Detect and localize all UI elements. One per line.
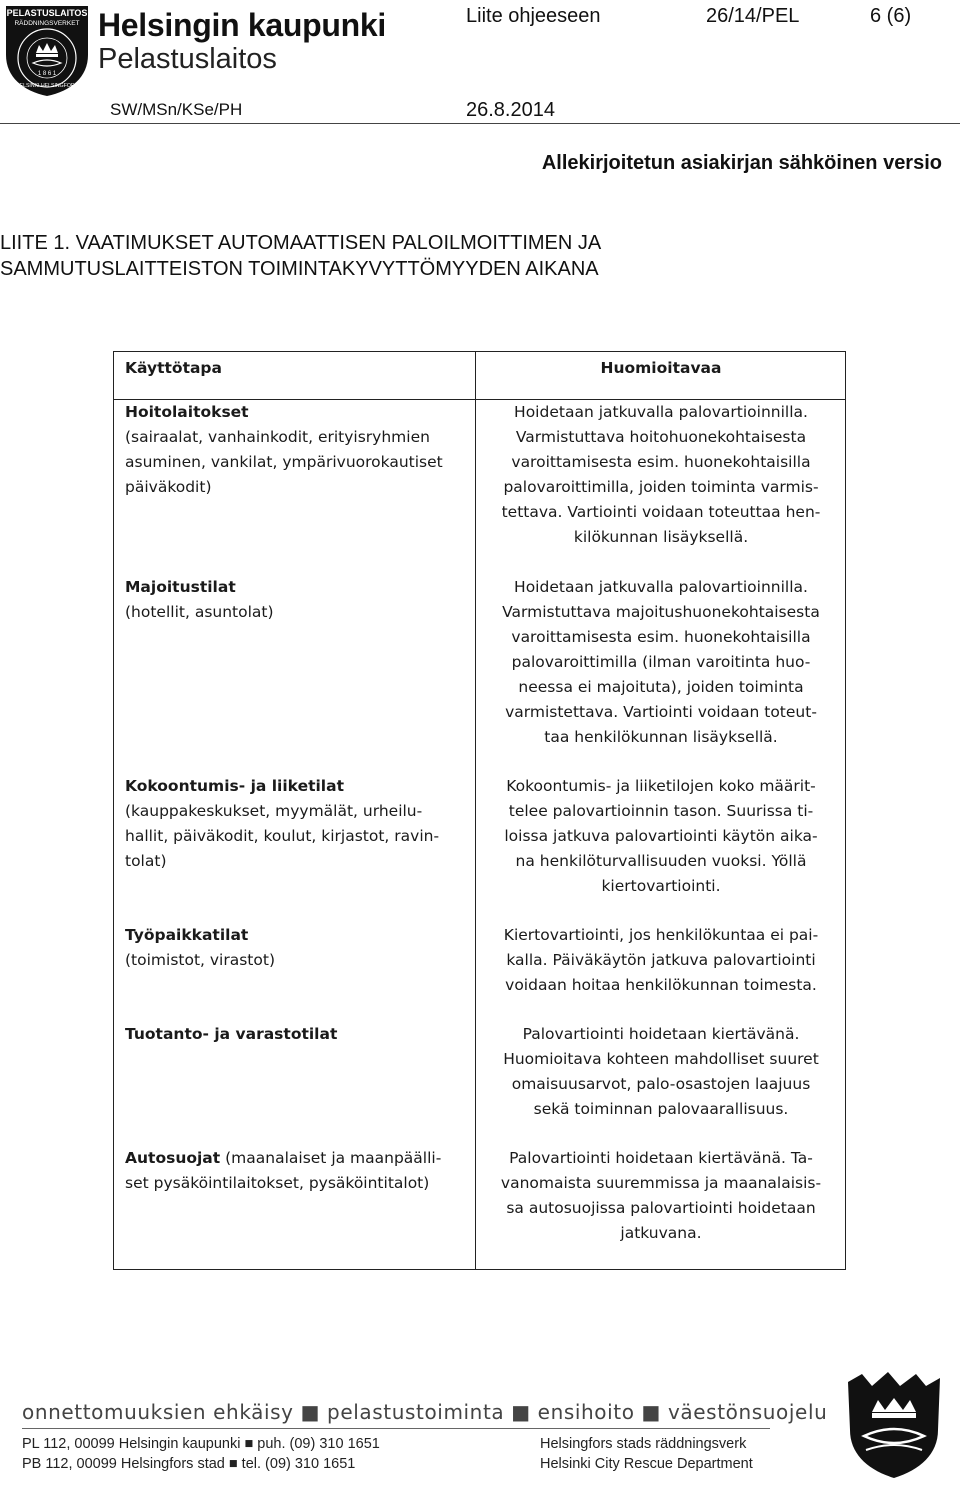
note-line: Kiertovartiointi, jos henkilökuntaa ei pai-: [503, 926, 819, 944]
note-line: palovaroittimilla, joiden toiminta varmis-: [503, 478, 819, 496]
note-line: voidaan hoitaa henkilökunnan toimesta.: [505, 976, 817, 994]
usage-desc-line: tolat): [125, 852, 167, 870]
logo-top-text: PELASTUSLAITOS: [6, 8, 88, 18]
document-date: 26.8.2014: [466, 99, 555, 121]
note-line: varmistettava. Vartiointi voidaan toteut-: [505, 703, 817, 721]
usage-desc-line: päiväkodit): [125, 478, 212, 496]
usage-desc-line: set pysäköintilaitokset, pysäköintitalot): [125, 1174, 430, 1192]
logo-year: 1 8 6 1: [37, 71, 57, 77]
note-line: loissa jatkuva palovartiointi käytön aika-: [504, 827, 818, 845]
note-line: na henkilöturvallisuuden vuoksi. Yöllä: [515, 852, 807, 870]
page-title-line-1: LIITE 1. VAATIMUKSET AUTOMAATTISEN PALOILMOITTIMEN JA: [0, 232, 602, 254]
page-number: 6 (6): [870, 5, 912, 27]
author-code: SW/MSn/KSe/PH: [110, 100, 243, 119]
usage-title: Kokoontumis- ja liiketilat: [125, 777, 344, 795]
column-header-usage: Käyttötapa: [125, 359, 222, 377]
table-row-usage: [125, 575, 470, 625]
signed-version-note: Allekirjoitetun asiakirjan sähköinen versio: [541, 152, 942, 174]
table-row-notes: [482, 575, 840, 750]
footer-address-fi: PL 112, 00099 Helsingin kaupunki ■ puh. (09) 310 1651: [22, 1436, 380, 1452]
note-line: Palovartiointi hoidetaan kiertävänä.: [522, 1025, 800, 1043]
table-row-usage: [125, 400, 470, 500]
note-line: Huomioitava kohteen mahdolliset suuret: [503, 1050, 819, 1068]
note-line: telee palovartioinnin tason. Suurissa ti-: [508, 802, 814, 820]
organization-unit: Pelastuslaitos: [98, 43, 277, 75]
usage-title: Hoitolaitokset: [125, 403, 249, 421]
attachment-label: Liite ohjeeseen: [466, 5, 601, 27]
usage-desc-line: asuminen, vankilat, ympärivuorokautiset: [125, 453, 443, 471]
footer-department-sv: Helsingfors stads räddningsverk: [540, 1436, 747, 1452]
reference-number: 26/14/PEL: [706, 5, 800, 27]
table-row-usage: [125, 774, 470, 874]
table-row-notes: [482, 1022, 840, 1122]
note-line: kilökunnan lisäyksellä.: [573, 528, 749, 546]
note-line: jatkuvana.: [620, 1224, 702, 1242]
usage-desc-line: hallit, päiväkodit, koulut, kirjastot, ravin-: [125, 827, 440, 845]
footer-address-sv: PB 112, 00099 Helsingfors stad ■ tel. (09) 310 1651: [22, 1456, 356, 1472]
note-line: sekä toiminnan palovaarallisuus.: [533, 1100, 789, 1118]
table-row-usage: [125, 1146, 470, 1196]
note-line: Kokoontumis- ja liiketilojen koko määrit-: [506, 777, 816, 795]
note-line: palovaroittimilla (ilman varoitinta huo-: [511, 653, 811, 671]
usage-title: Autosuojat: [125, 1149, 221, 1167]
logo-ring-text: HELSINKI HELSINGFORS: [15, 83, 79, 89]
usage-inline-desc: (maanalaiset ja maanpäälli-: [225, 1149, 442, 1167]
table-column-divider: [475, 351, 476, 1270]
note-line: Varmistuttava hoitohuonekohtaisesta: [515, 428, 807, 446]
organization-name: Helsingin kaupunki: [98, 7, 386, 43]
usage-desc-line: (hotellit, asuntolat): [125, 603, 274, 621]
usage-desc-line: (toimistot, virastot): [125, 951, 275, 969]
table-row-notes: [482, 400, 840, 550]
note-line: sa autosuojissa palovartiointi hoidetaan: [506, 1199, 816, 1217]
note-line: kalla. Päiväkäytön jatkuva palovartiointi: [506, 951, 816, 969]
usage-title: Työpaikkatilat: [125, 926, 249, 944]
page-title: [0, 230, 601, 282]
note-line: taa henkilökunnan lisäyksellä.: [544, 728, 778, 746]
usage-title: Tuotanto- ja varastotilat: [125, 1025, 338, 1043]
helsinki-crown-logo-icon: [838, 1370, 950, 1482]
note-line: varoittamisesta esim. huonekohtaisilla: [511, 628, 811, 646]
note-line: varoittamisesta esim. huonekohtaisilla: [511, 453, 811, 471]
note-line: neessa ei majoituta), joiden toiminta: [518, 678, 804, 696]
logo-sub-text: RÄDDNINGSVERKET: [14, 20, 80, 27]
note-line: vanomaista suuremmissa ja maanalaisis-: [500, 1174, 822, 1192]
footer-department-en: Helsinki City Rescue Department: [540, 1456, 753, 1472]
column-header-notes: Huomioitavaa: [600, 359, 722, 377]
note-line: Palovartiointi hoidetaan kiertävänä. Ta-: [509, 1149, 813, 1167]
page-title-line-2: SAMMUTUSLAITTEISTON TOIMINTAKYVYTTÖMYYDEN AIKANA: [0, 258, 599, 280]
note-line: kiertovartiointi.: [601, 877, 721, 895]
table-row-usage: [125, 923, 470, 973]
fire-department-emblem-icon: [3, 3, 91, 98]
usage-title: Majoitustilat: [125, 578, 236, 596]
note-line: Varmistuttava majoitushuonekohtaisesta: [502, 603, 820, 621]
table-row-usage: [125, 1022, 470, 1047]
header-divider: [0, 123, 960, 124]
footer-divider: [22, 1428, 770, 1429]
note-line: omaisuusarvot, palo-osastojen laajuus: [511, 1075, 811, 1093]
table-row-notes: [482, 774, 840, 899]
usage-desc-line: (kauppakeskukset, myymälät, urheilu-: [125, 802, 423, 820]
note-line: Hoidetaan jatkuvalla palovartioinnilla.: [514, 403, 808, 421]
note-line: tettava. Vartiointi voidaan toteuttaa hen-: [501, 503, 821, 521]
table-row-notes: [482, 923, 840, 998]
footer-slogan: onnettomuuksien ehkäisy ■ pelastustoiminta ■ ensihoito ■ väestönsuojelu: [22, 1400, 828, 1424]
usage-desc-line: (sairaalat, vanhainkodit, erityisryhmien: [125, 428, 430, 446]
table-row-notes: [482, 1146, 840, 1246]
note-line: Hoidetaan jatkuvalla palovartioinnilla.: [514, 578, 808, 596]
